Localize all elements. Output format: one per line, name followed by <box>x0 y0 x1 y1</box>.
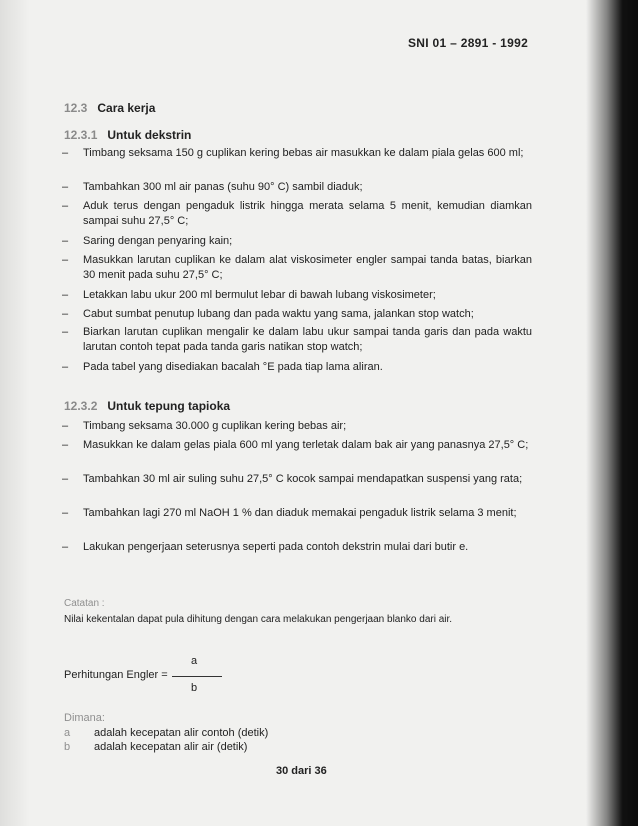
list-item <box>62 438 532 453</box>
list-item <box>62 472 532 487</box>
subsection-number: 12.3.1 <box>64 128 98 142</box>
bullet-dash: – <box>62 147 69 159</box>
list-item <box>62 540 532 555</box>
list-item <box>62 253 532 283</box>
where-definition: adalah kecepatan alir air (detik) <box>94 741 248 753</box>
list-item-text: Aduk terus dengan pengaduk listrik hingga merata selama 5 menit, kemudian diamkan sampai suhu 27,5° C; <box>83 200 532 227</box>
bullet-dash: – <box>62 181 69 193</box>
bullet-dash: – <box>62 473 69 485</box>
list-item-text: Masukkan larutan cuplikan ke dalam alat viskosimeter engler sampai tanda batas, biarkan 30 menit pada suhu 27,5° C; <box>83 254 532 281</box>
bullet-dash: – <box>62 541 69 553</box>
subsection-number: 12.3.2 <box>64 399 98 413</box>
where-symbol: b <box>64 741 71 753</box>
list-item <box>62 307 532 322</box>
where-symbol: a <box>64 727 71 739</box>
section-heading <box>64 101 155 115</box>
list-item <box>62 146 532 161</box>
subsection-title: Untuk tepung tapioka <box>107 399 231 413</box>
list-item-text: Tambahkan 300 ml air panas (suhu 90° C) sambil diaduk; <box>83 181 363 193</box>
list-item <box>62 506 532 521</box>
scan-shadow-left <box>0 0 30 826</box>
list-item-text: Letakkan labu ukur 200 ml bermulut lebar di bawah lubang viskosimeter; <box>83 289 436 301</box>
bullet-dash: – <box>62 507 69 519</box>
bullet-dash: – <box>62 439 69 451</box>
list-item-text: Lakukan pengerjaan seterusnya seperti pada contoh dekstrin mulai dari butir e. <box>83 541 469 553</box>
standard-number: SNI 01 – 2891 - 1992 <box>408 36 529 50</box>
page-number: 30 dari 36 <box>276 765 327 777</box>
list-item-text: Tambahkan lagi 270 ml NaOH 1 % dan diaduk memakai pengaduk listrik selama 3 menit; <box>83 507 517 519</box>
list-item-text: Biarkan larutan cuplikan mengalir ke dalam labu ukur sampai tanda garis dan pada waktu larutan contoh tepat pada tanda garis natikan stop watch; <box>83 326 532 353</box>
subsection-heading-tapioka <box>64 399 230 413</box>
bullet-dash: – <box>62 420 69 432</box>
list-item-text: Cabut sumbat penutup lubang dan pada waktu yang sama, jalankan stop watch; <box>83 308 474 320</box>
bullet-dash: – <box>62 308 69 320</box>
note-text: Nilai kekentalan dapat pula dihitung dengan cara melakukan pengerjaan blanko dari air. <box>64 614 453 625</box>
section-title: Cara kerja <box>97 101 156 115</box>
subsection-heading-dekstrin <box>64 128 191 142</box>
list-item <box>62 360 532 375</box>
list-item <box>62 234 532 249</box>
scan-shadow-right <box>586 0 638 826</box>
list-item <box>62 199 532 229</box>
list-item <box>62 288 532 303</box>
list-item <box>62 419 532 434</box>
where-label: Dimana: <box>64 712 105 724</box>
list-item <box>62 180 532 195</box>
bullet-dash: – <box>62 200 69 212</box>
note-label: Catatan : <box>64 598 105 609</box>
bullet-dash: – <box>62 254 69 266</box>
list-item-text: Tambahkan 30 ml air suling suhu 27,5° C kocok sampai mendapatkan suspensi yang rata; <box>83 473 523 485</box>
list-item-text: Saring dengan penyaring kain; <box>83 235 233 247</box>
bullet-dash: – <box>62 289 69 301</box>
where-definition: adalah kecepatan alir contoh (detik) <box>94 727 269 739</box>
where-item-a <box>64 727 268 739</box>
bullet-dash: – <box>62 326 69 338</box>
list-item <box>62 325 532 355</box>
list-item-text: Masukkan ke dalam gelas piala 600 ml yang terletak dalam bak air yang panasnya 27,5° C; <box>83 439 529 451</box>
formula-denominator: b <box>191 682 198 694</box>
list-item-text: Timbang seksama 150 g cuplikan kering bebas air masukkan ke dalam piala gelas 600 ml; <box>83 147 524 159</box>
list-item-text: Pada tabel yang disediakan bacalah °E pada tiap lama aliran. <box>83 361 383 373</box>
bullet-dash: – <box>62 361 69 373</box>
formula-numerator: a <box>191 655 198 667</box>
subsection-title: Untuk dekstrin <box>107 128 192 142</box>
bullet-dash: – <box>62 235 69 247</box>
fraction-bar <box>172 676 222 677</box>
formula-label: Perhitungan Engler = <box>64 669 168 681</box>
list-item-text: Timbang seksama 30.000 g cuplikan kering bebas air; <box>83 420 347 432</box>
where-item-b <box>64 741 247 753</box>
section-number: 12.3 <box>64 101 88 115</box>
